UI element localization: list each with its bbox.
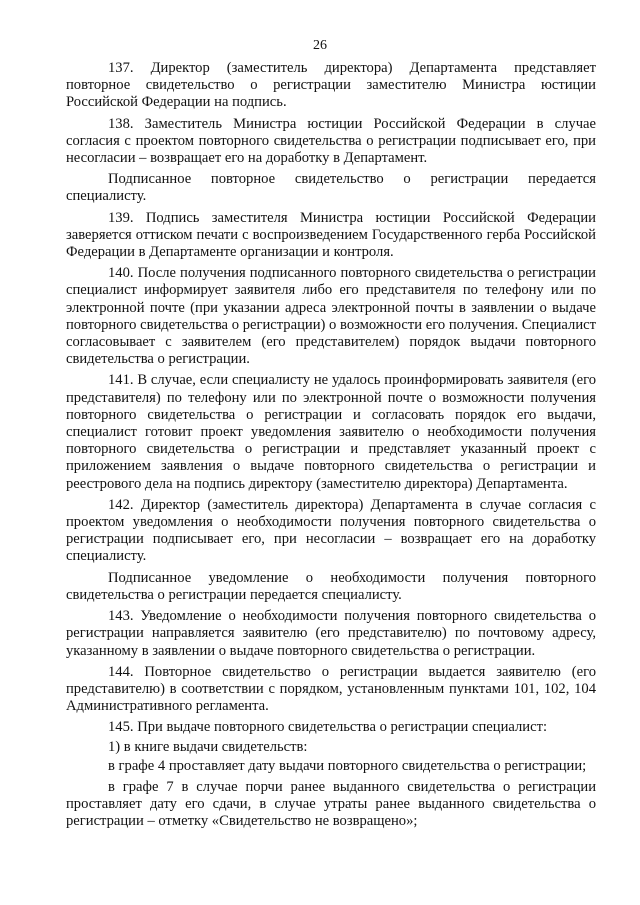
paragraph-143: 143. Уведомление о необходимости получения повторного свидетельства о регистрации направляется заявителю (его представителю) по почтовому адресу, указанному в заявлении о выдаче повторного свидетельства о регистрации. bbox=[66, 608, 596, 659]
paragraph-138-signed: Подписанное повторное свидетельство о регистрации передается специалисту. bbox=[66, 171, 596, 205]
paragraph-145-column-4: в графе 4 проставляет дату выдачи повторного свидетельства о регистрации; bbox=[108, 757, 587, 774]
paragraph-139: 139. Подпись заместителя Министра юстиции Российской Федерации заверяется оттиском печати с воспроизведением Государственного герба Российской Федерации в Департаменте организации и контроля. bbox=[66, 209, 596, 261]
document-body bbox=[66, 60, 596, 835]
paragraph-138: 138. Заместитель Министра юстиции Российской Федерации в случае согласия с проектом повторного свидетельства о регистрации подписывает его, при несогласии – возвращает его на доработку в Департамент. bbox=[66, 115, 596, 167]
paragraph-141: 141. В случае, если специалисту не удалось проинформировать заявителя (его представителя) по телефону или по электронной почте о возможности получения повторного свидетельства о регистрации и согласовать порядок его выдачи, специалист готовит проект уведомления заявителю о необходимости получения повторного свидетельства о регистрации и представляет указанный проект с приложением заявления о выдаче повторного свидетельства о регистрации и реестрового дела на подпись директору (заместителю директора) Департамента. bbox=[66, 372, 596, 492]
paragraph-137: 137. Директор (заместитель директора) Департамента представляет повторное свидетельство о регистрации заместителю Министра юстиции Российской Федерации на подпись. bbox=[66, 60, 596, 111]
paragraph-140: 140. После получения подписанного повторного свидетельства о регистрации специалист информирует заявителя либо его представителя по телефону или по электронной почте (при указании адреса электронной почты в заявлении о выдаче повторного свидетельства о регистрации) о возможности его получения. Специалист согласовывает с заявителем (его представителем) порядок выдачи повторного свидетельства о регистрации. bbox=[66, 265, 596, 368]
paragraph-145-item-1: 1) в книге выдачи свидетельств: bbox=[108, 738, 308, 755]
paragraph-145: 145. При выдаче повторного свидетельства о регистрации специалист: bbox=[108, 719, 547, 736]
paragraph-142: 142. Директор (заместитель директора) Департамента в случае согласия с проектом уведомления о необходимости получения повторного свидетельства о регистрации подписывает его, при несогласии – возвращает его на доработку специалисту. bbox=[66, 496, 596, 565]
page-number: 26 bbox=[313, 38, 327, 53]
paragraph-145-column-7: в графе 7 в случае порчи ранее выданного свидетельства о регистрации проставляет дату его сдачи, в случае утраты ранее выданного свидетельства о регистрации – отметку «Свидетельство не возвращено»; bbox=[66, 778, 596, 830]
paragraph-142-signed: Подписанное уведомление о необходимости получения повторного свидетельства о регистрации передается специалисту. bbox=[66, 569, 596, 603]
paragraph-144: 144. Повторное свидетельство о регистрации выдается заявителю (его представителю) в соответствии с порядком, установленным пунктами 101, 102, 104 Административного регламента. bbox=[66, 663, 596, 715]
